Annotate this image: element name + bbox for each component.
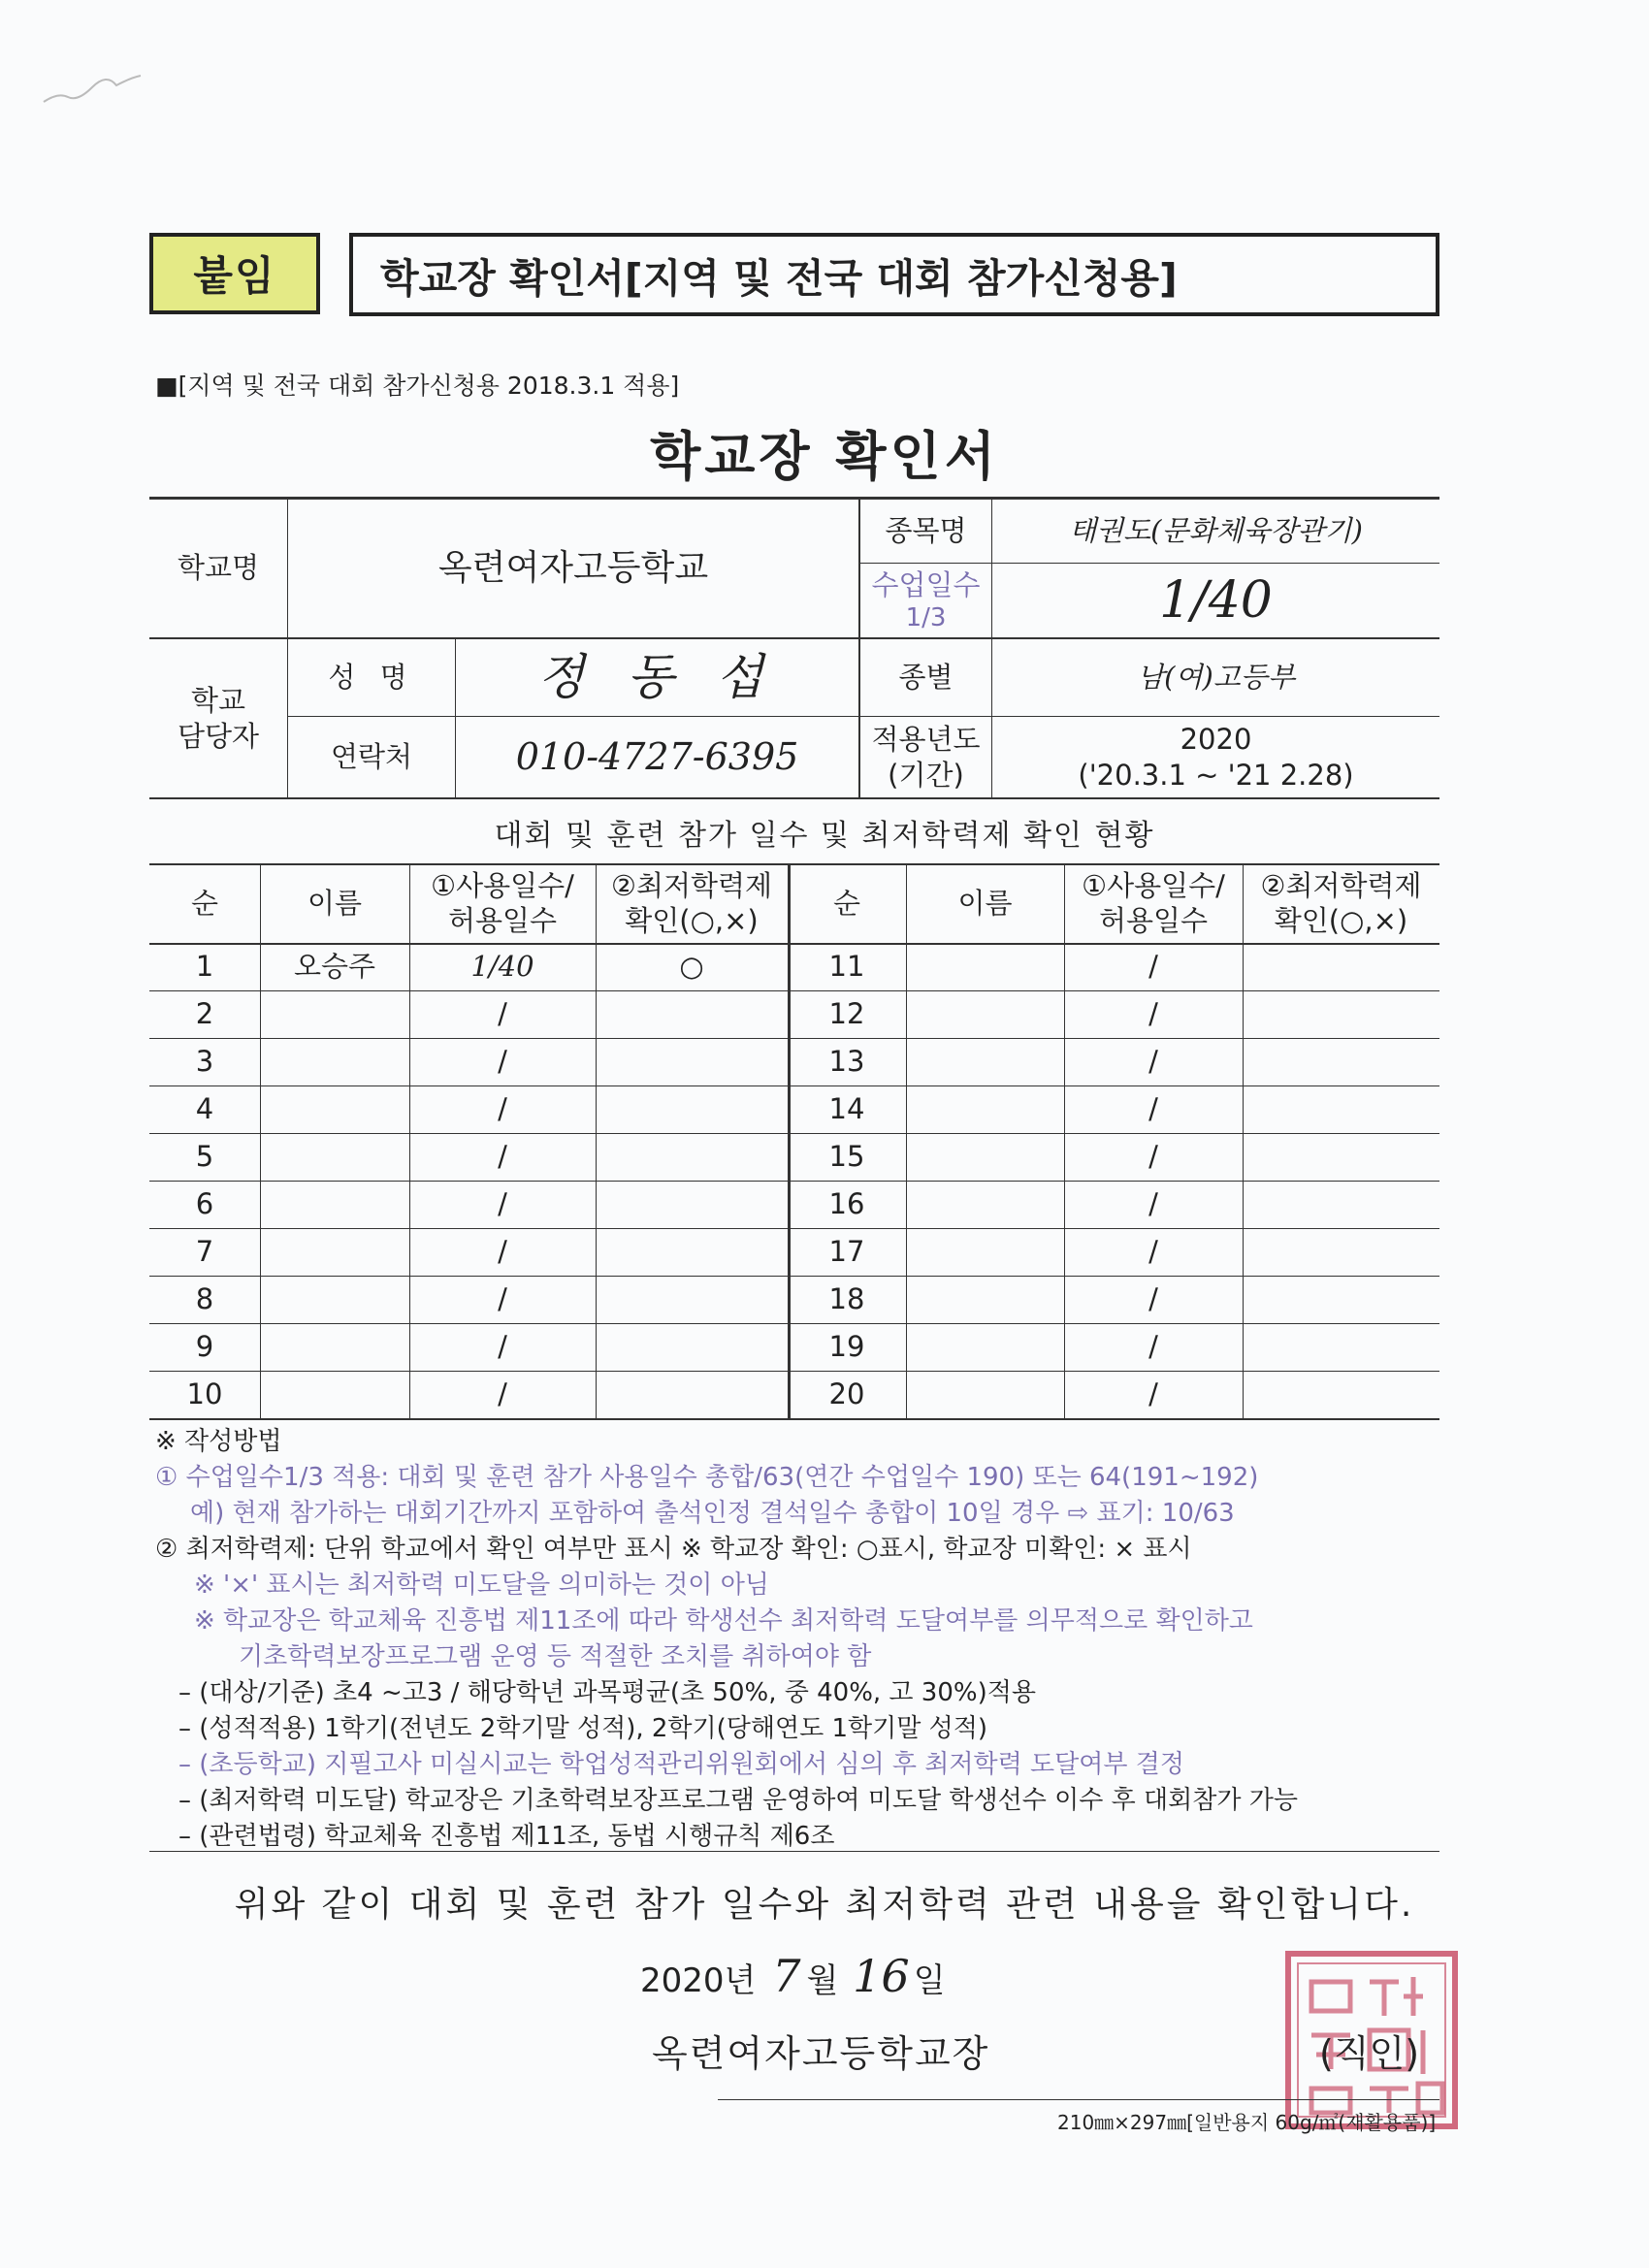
table-row-days: / (1148, 1377, 1158, 1411)
header-no-line1: 순 (190, 886, 218, 920)
table-row-days: 1/40 (470, 950, 534, 984)
table-row-name (906, 1038, 1064, 1085)
table-row-no: 4 (195, 1092, 214, 1126)
header-days (1064, 863, 1243, 943)
event-label: 종목명 (885, 513, 967, 547)
header-min-line2: 확인(○,×) (1274, 904, 1408, 937)
header-no (149, 863, 260, 943)
header-title: 학교장 확인서[지역 및 전국 대회 참가신청용] (349, 233, 1439, 316)
header-min (596, 863, 788, 943)
staff-name: 정 동 섭 (537, 649, 777, 706)
table-row-name (260, 1085, 409, 1133)
seal-label: (직인) (1319, 2032, 1420, 2075)
header-no-line1: 순 (832, 886, 860, 920)
days-value: 1/40 (1159, 570, 1273, 630)
table-row-name (906, 943, 1064, 990)
table-row-min (1243, 1323, 1439, 1371)
year-value (992, 717, 1439, 797)
table-row-no: 9 (195, 1330, 214, 1364)
header-min-line1: ②최저학력제 (610, 868, 773, 902)
attachment-tag: 붙임 (149, 233, 320, 314)
table-row-no: 13 (828, 1045, 865, 1079)
instruction-line: ② 최저학력제: 단위 학교에서 확인 여부만 표시 ※ 학교장 확인: ○표시, 학교장 미확인: × 표시 (155, 1535, 1192, 1564)
table-row-min (1243, 943, 1439, 990)
header-name-line1: 이름 (307, 886, 363, 920)
table-row-no: 15 (828, 1140, 865, 1174)
table-row-name (906, 1276, 1064, 1323)
table-row-name (906, 1371, 1064, 1418)
table-row-name (906, 1181, 1064, 1228)
table-row-min (596, 1133, 788, 1181)
staff-label (149, 639, 287, 797)
pencil-mark-icon (39, 58, 146, 116)
confirmation-statement: 위와 같이 대회 및 훈련 참가 일수와 최저학력 관련 내용을 확인합니다. (234, 1885, 1415, 1925)
table-row-days: / (498, 1187, 507, 1221)
table-row-min (596, 1323, 788, 1371)
table-row-min (1243, 1085, 1439, 1133)
table-row-min (1243, 1371, 1439, 1418)
table-row-days: / (1148, 1330, 1158, 1364)
table-row-no: 3 (195, 1045, 214, 1079)
table-row-no: 17 (828, 1235, 865, 1269)
table-row-name (260, 1038, 409, 1085)
date-day: 16 (853, 1950, 910, 2002)
table-row-min (596, 1038, 788, 1085)
table-row-no: 18 (828, 1282, 865, 1316)
table-row-no: 19 (828, 1330, 865, 1364)
instruction-line: 기초학력보장프로그램 운영 등 적절한 조치를 취하여야 함 (239, 1642, 872, 1671)
table-row-days: / (498, 1330, 507, 1364)
date-month: 7 (772, 1950, 801, 2002)
table-row-no: 1 (195, 950, 214, 984)
year-label-line2: (기간) (888, 758, 964, 792)
event-value: 태권도(문화체육장관기) (1069, 513, 1363, 547)
year-value-main: 2020 (1180, 723, 1252, 757)
school-name: 옥련여자고등학교 (437, 548, 709, 588)
table-row-name (260, 1228, 409, 1276)
header-name (906, 863, 1064, 943)
table-row-name (906, 1323, 1064, 1371)
table-row-min (1243, 1228, 1439, 1276)
header-days-line2: 허용일수 (447, 904, 558, 937)
instruction-line: ※ 학교장은 학교체육 진흥법 제11조에 따라 학생선수 최저학력 도달여부를 의무적으로 확인하고 (194, 1606, 1253, 1636)
table-row-days: / (1148, 1187, 1158, 1221)
header-days (409, 863, 596, 943)
header-days-line2: 허용일수 (1098, 904, 1209, 937)
year-label-line1: 적용년도 (871, 723, 981, 757)
table-row-days: / (1148, 1235, 1158, 1269)
header-min (1243, 863, 1439, 943)
table-row-days: / (1148, 1092, 1158, 1126)
table-row-days: / (498, 997, 507, 1031)
instruction-line: – (최저학력 미도달) 학교장은 기초학력보장프로그램 운영하여 미도달 학생선수 이수 후 대회참가 가능 (178, 1786, 1298, 1815)
school-label: 학교명 (177, 551, 260, 585)
table-row-no: 8 (195, 1282, 214, 1316)
principal-signature: 옥련여자고등학교장 (652, 2032, 990, 2075)
table-row-min (596, 1181, 788, 1228)
table-row-name (260, 1371, 409, 1418)
header-name-line1: 이름 (957, 886, 1013, 920)
instruction-line: ① 수업일수1/3 적용: 대회 및 훈련 참가 사용일수 총합/63(연간 수업일수 190) 또는 64(191~192) (155, 1463, 1259, 1492)
table-row-min (1243, 1133, 1439, 1181)
table-row-name (260, 990, 409, 1038)
table-row-min: ○ (679, 950, 704, 984)
table-row-min (1243, 990, 1439, 1038)
table-row-min (1243, 1181, 1439, 1228)
table-row-days: / (498, 1377, 507, 1411)
table-row-no: 2 (195, 997, 214, 1031)
table-row-min (596, 1085, 788, 1133)
table-row-days: / (498, 1092, 507, 1126)
table-row-no: 16 (828, 1187, 865, 1221)
table-row-name (260, 1181, 409, 1228)
days-label-line1: 수업일수 (871, 567, 981, 601)
table-row-min (1243, 1038, 1439, 1085)
table-row-days: / (498, 1235, 507, 1269)
table-row-min (596, 1228, 788, 1276)
days-label (860, 564, 991, 637)
applicable-note: ■[지역 및 전국 대회 참가신청용 2018.3.1 적용] (155, 372, 680, 400)
table-row-days: / (1148, 1140, 1158, 1174)
staff-label-line2: 담당자 (177, 719, 260, 753)
table-row-days: / (1148, 1045, 1158, 1079)
header-no (788, 863, 906, 943)
table-row-no: 5 (195, 1140, 214, 1174)
header-days-line1: ①사용일수/ (1082, 868, 1225, 902)
table-row-name (906, 990, 1064, 1038)
staff-label-line1: 학교 (190, 684, 246, 718)
header-name (260, 863, 409, 943)
table-row-days: / (1148, 950, 1158, 984)
table-row-min (596, 1276, 788, 1323)
table-row-no: 7 (195, 1235, 214, 1269)
date-day-label: 일 (913, 1961, 946, 2000)
table-row-days: / (1148, 1282, 1158, 1316)
table-row-days: / (498, 1045, 507, 1079)
table-row-no: 14 (828, 1092, 865, 1126)
instruction-line: – (초등학교) 지필고사 미실시교는 학업성적관리위원회에서 심의 후 최저학력 도달여부 결정 (178, 1750, 1184, 1779)
name-label: 성 명 (328, 661, 415, 695)
instruction-line: – (대상/기준) 초4 ~고3 / 해당학년 과목평균(초 50%, 중 40%, 고 30%)적용 (178, 1678, 1036, 1707)
category-value: 남(여)고등부 (1137, 661, 1295, 695)
instruction-line: – (관련법령) 학교체육 진흥법 제11조, 동법 시행규칙 제6조 (178, 1822, 835, 1851)
instruction-line: – (성적적용) 1학기(전년도 2학기말 성적), 2학기(당해연도 1학기말 성적) (178, 1714, 988, 1743)
issue-date (640, 1950, 946, 2002)
date-year: 2020년 (640, 1961, 757, 2000)
table-row-days: / (498, 1140, 507, 1174)
paper-spec: 210㎜×297㎜[일반용지 60g/㎡(재활용품)] (1057, 2111, 1437, 2134)
table-row-name (906, 1133, 1064, 1181)
days-label-line2: 1/3 (905, 602, 947, 632)
table-row-no: 20 (828, 1377, 865, 1411)
table-row-name (260, 1276, 409, 1323)
instruction-line: ※ '×' 표시는 최저학력 미도달을 의미하는 것이 아님 (194, 1571, 769, 1600)
header-min-line2: 확인(○,×) (625, 904, 759, 937)
table-row-name (260, 1133, 409, 1181)
table-row-name (906, 1085, 1064, 1133)
table-row-min (596, 990, 788, 1038)
header-days-line1: ①사용일수/ (431, 868, 574, 902)
table-row-no: 6 (195, 1187, 214, 1221)
table-row-no: 10 (186, 1377, 223, 1411)
date-month-label: 월 (806, 1961, 839, 2000)
instruction-line: 예) 현재 참가하는 대회기간까지 포함하여 출석인정 결석일수 총합이 10일 경우 ⇨ 표기: 10/63 (190, 1499, 1235, 1528)
contact-value: 010-4727-6395 (515, 734, 799, 778)
table-row-name (906, 1228, 1064, 1276)
table-row-name (260, 1323, 409, 1371)
category-label: 종별 (898, 661, 954, 695)
writing-instructions (155, 1424, 1455, 1855)
instruction-line: ※ 작성방법 (155, 1427, 282, 1456)
table-row-name: 오승주 (293, 950, 376, 984)
header-min-line1: ②최저학력제 (1260, 868, 1422, 902)
section-heading: 대회 및 훈련 참가 일수 및 최저학력제 확인 현황 (494, 819, 1155, 853)
year-label (860, 717, 991, 797)
table-row-no: 11 (828, 950, 865, 984)
contact-label: 연락처 (330, 740, 413, 774)
table-row-days: / (498, 1282, 507, 1316)
table-row-no: 12 (828, 997, 865, 1031)
table-row-min (596, 1371, 788, 1418)
document-title: 학교장 확인서 (650, 426, 999, 487)
table-row-min (1243, 1276, 1439, 1323)
table-row-days: / (1148, 997, 1158, 1031)
year-period: ('20.3.1 ~ '21 2.28) (1078, 758, 1354, 792)
